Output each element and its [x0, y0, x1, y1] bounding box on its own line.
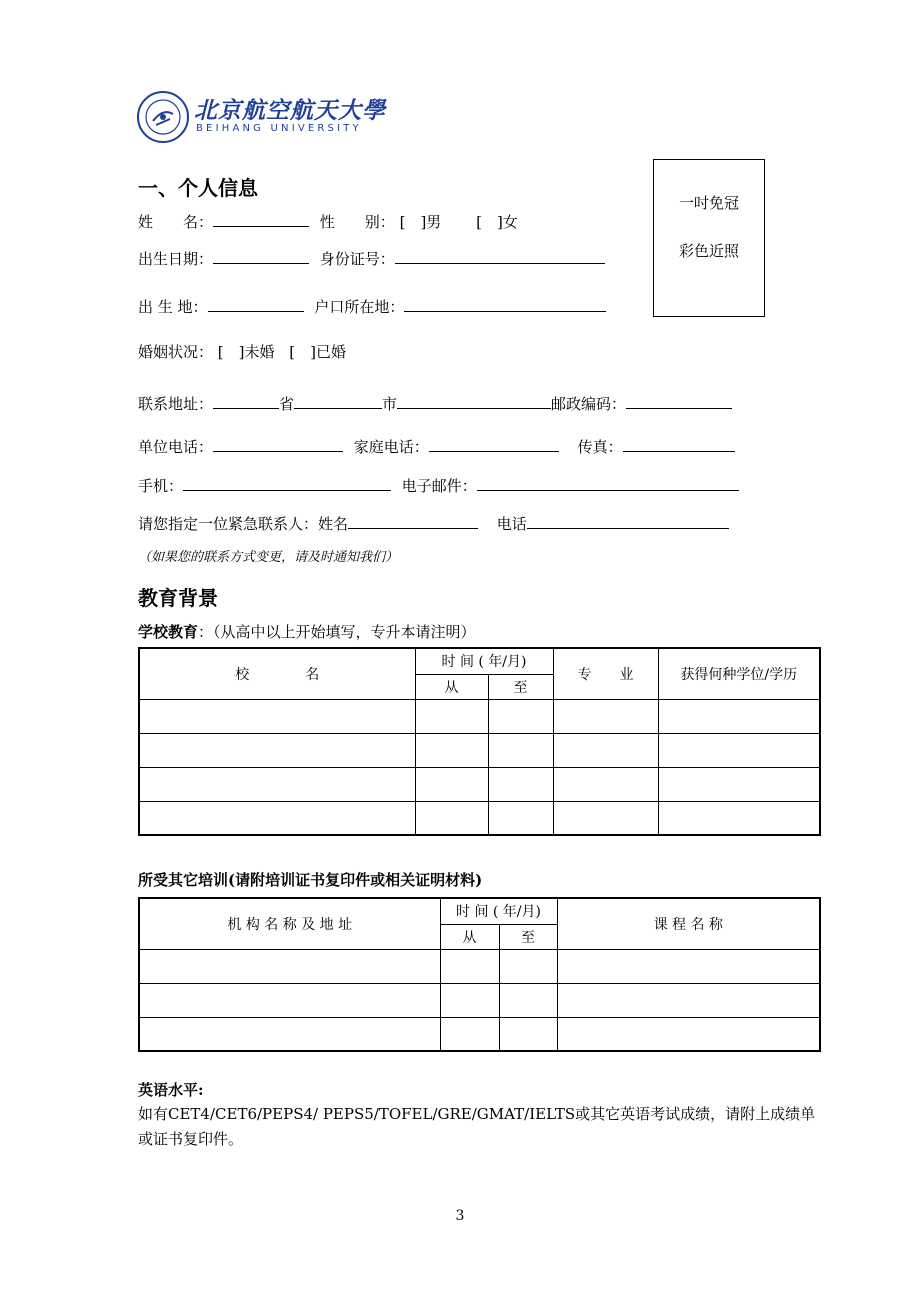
school-education-label: 学校教育 [138, 623, 199, 641]
fax-label: 传真： [577, 438, 623, 456]
table-cell[interactable] [440, 983, 499, 1017]
postcode-label: 邮政编码： [551, 395, 627, 413]
table-cell[interactable] [139, 1017, 440, 1051]
photo-box [653, 159, 765, 317]
table-cell[interactable] [139, 767, 415, 801]
id-field[interactable] [395, 247, 605, 264]
mobile-field[interactable] [183, 474, 391, 491]
table-cell[interactable] [415, 801, 488, 835]
table-cell[interactable] [415, 699, 488, 733]
table-cell[interactable] [488, 767, 553, 801]
table-cell[interactable] [139, 801, 415, 835]
work-phone-label: 单位电话： [138, 438, 214, 456]
table-cell[interactable] [440, 949, 499, 983]
logo-name-cn: 北京航空航天大學 [194, 97, 386, 124]
table-row [139, 1017, 820, 1051]
english-line2: 或证书复印件。 [138, 1130, 244, 1148]
personal-info-title: 一、个人信息 [138, 176, 258, 200]
english-line1: 如有CET4/CET6/PEPS4/ PEPS5/TOFEL/GRE/GMAT/IELTS或其它英语考试成绩，请附上成绩单 [138, 1105, 816, 1123]
table-row [139, 699, 820, 733]
name-field[interactable] [213, 210, 309, 227]
table-cell[interactable] [499, 983, 557, 1017]
school-time-header: 时 间 ( 年/月) [415, 648, 553, 674]
training-org-header: 机 构 名 称 及 地 址 [139, 898, 440, 949]
marital-row [138, 342, 346, 362]
phone-row [138, 435, 735, 457]
photo-box-line2: 彩色近照 [678, 242, 739, 260]
table-cell[interactable] [488, 801, 553, 835]
contact-change-note: （如果您的联系方式变更，请及时通知我们） [138, 550, 399, 565]
school-degree-header: 获得何种学位/学历 [658, 648, 820, 699]
home-phone-label: 家庭电话： [353, 438, 429, 456]
table-cell[interactable] [488, 733, 553, 767]
table-row [139, 949, 820, 983]
table-row [139, 983, 820, 1017]
mobile-label: 手机： [138, 477, 184, 495]
gender-label: 性 别： [319, 213, 395, 231]
table-cell[interactable] [658, 733, 820, 767]
university-logo [136, 90, 386, 144]
table-cell[interactable] [553, 801, 658, 835]
gender-female-option[interactable]: [ ]女 [476, 213, 518, 231]
hukou-field[interactable] [404, 295, 606, 312]
birthplace-label: 出 生 地： [138, 298, 208, 316]
table-cell[interactable] [658, 699, 820, 733]
work-phone-field[interactable] [213, 435, 343, 452]
table-row [139, 801, 820, 835]
mobile-row [138, 474, 739, 496]
name-row [138, 210, 518, 232]
training-to-header: 至 [499, 924, 557, 949]
table-cell[interactable] [488, 699, 553, 733]
city-field[interactable] [294, 392, 382, 409]
birth-label: 出生日期： [138, 250, 214, 268]
province-field[interactable] [213, 392, 279, 409]
home-phone-field[interactable] [429, 435, 559, 452]
birthplace-field[interactable] [208, 295, 304, 312]
emergency-name-field[interactable] [348, 512, 478, 529]
table-cell[interactable] [139, 699, 415, 733]
table-cell[interactable] [557, 1017, 820, 1051]
training-table [138, 897, 821, 1052]
page-number: 3 [455, 1208, 465, 1224]
table-cell[interactable] [499, 1017, 557, 1051]
email-label: 电子邮件： [401, 477, 477, 495]
table-cell[interactable] [415, 767, 488, 801]
table-cell[interactable] [139, 983, 440, 1017]
birth-field[interactable] [213, 247, 309, 264]
marital-unmarried-option[interactable]: [ ]未婚 [217, 343, 275, 361]
table-cell[interactable] [553, 733, 658, 767]
training-from-header: 从 [440, 924, 499, 949]
english-title: 英语水平: [138, 1081, 204, 1099]
table-cell[interactable] [557, 949, 820, 983]
table-row [139, 733, 820, 767]
school-education-table [138, 647, 821, 836]
education-title: 教育背景 [138, 586, 218, 610]
marital-married-option[interactable]: [ ]已婚 [289, 343, 347, 361]
school-education-note: ：（从高中以上开始填写，专升本请注明） [198, 623, 476, 641]
postcode-field[interactable] [626, 392, 732, 409]
province-label: 省 [279, 395, 295, 413]
training-time-header: 时 间 ( 年/月) [440, 898, 557, 924]
university-seal-icon [136, 90, 190, 144]
emergency-name-label: 请您指定一位紧急联系人：姓名 [138, 515, 349, 533]
id-label: 身份证号： [319, 250, 395, 268]
table-cell[interactable] [499, 949, 557, 983]
table-cell[interactable] [658, 801, 820, 835]
table-cell[interactable] [658, 767, 820, 801]
training-course-header: 课 程 名 称 [557, 898, 820, 949]
photo-box-line1: 一吋免冠 [678, 194, 739, 212]
address-label: 联系地址： [138, 395, 214, 413]
emergency-phone-field[interactable] [527, 512, 729, 529]
school-to-header: 至 [488, 674, 553, 699]
marital-label: 婚姻状况： [138, 343, 214, 361]
table-cell[interactable] [553, 767, 658, 801]
street-field[interactable] [397, 392, 551, 409]
table-cell[interactable] [557, 983, 820, 1017]
birth-row [138, 247, 605, 269]
emergency-row [138, 512, 729, 534]
birthplace-row [138, 295, 606, 317]
address-row [138, 392, 732, 414]
training-title: 所受其它培训(请附培训证书复印件或相关证明材料) [138, 871, 483, 889]
fax-field[interactable] [623, 435, 735, 452]
table-cell[interactable] [139, 949, 440, 983]
gender-male-option[interactable]: [ ]男 [399, 213, 442, 231]
school-education-heading [138, 622, 476, 642]
table-row [139, 767, 820, 801]
name-label: 姓 名： [138, 213, 214, 231]
table-cell[interactable] [553, 699, 658, 733]
school-major-header: 专 业 [553, 648, 658, 699]
logo-name-en: BEIHANG UNIVERSITY [196, 123, 362, 134]
school-name-header: 校 名 [139, 648, 415, 699]
emergency-phone-label: 电话 [496, 515, 527, 533]
table-cell[interactable] [415, 733, 488, 767]
city-label: 市 [382, 395, 398, 413]
hukou-label: 户口所在地： [314, 298, 405, 316]
school-from-header: 从 [415, 674, 488, 699]
table-cell[interactable] [139, 733, 415, 767]
table-cell[interactable] [440, 1017, 499, 1051]
email-field[interactable] [477, 474, 739, 491]
